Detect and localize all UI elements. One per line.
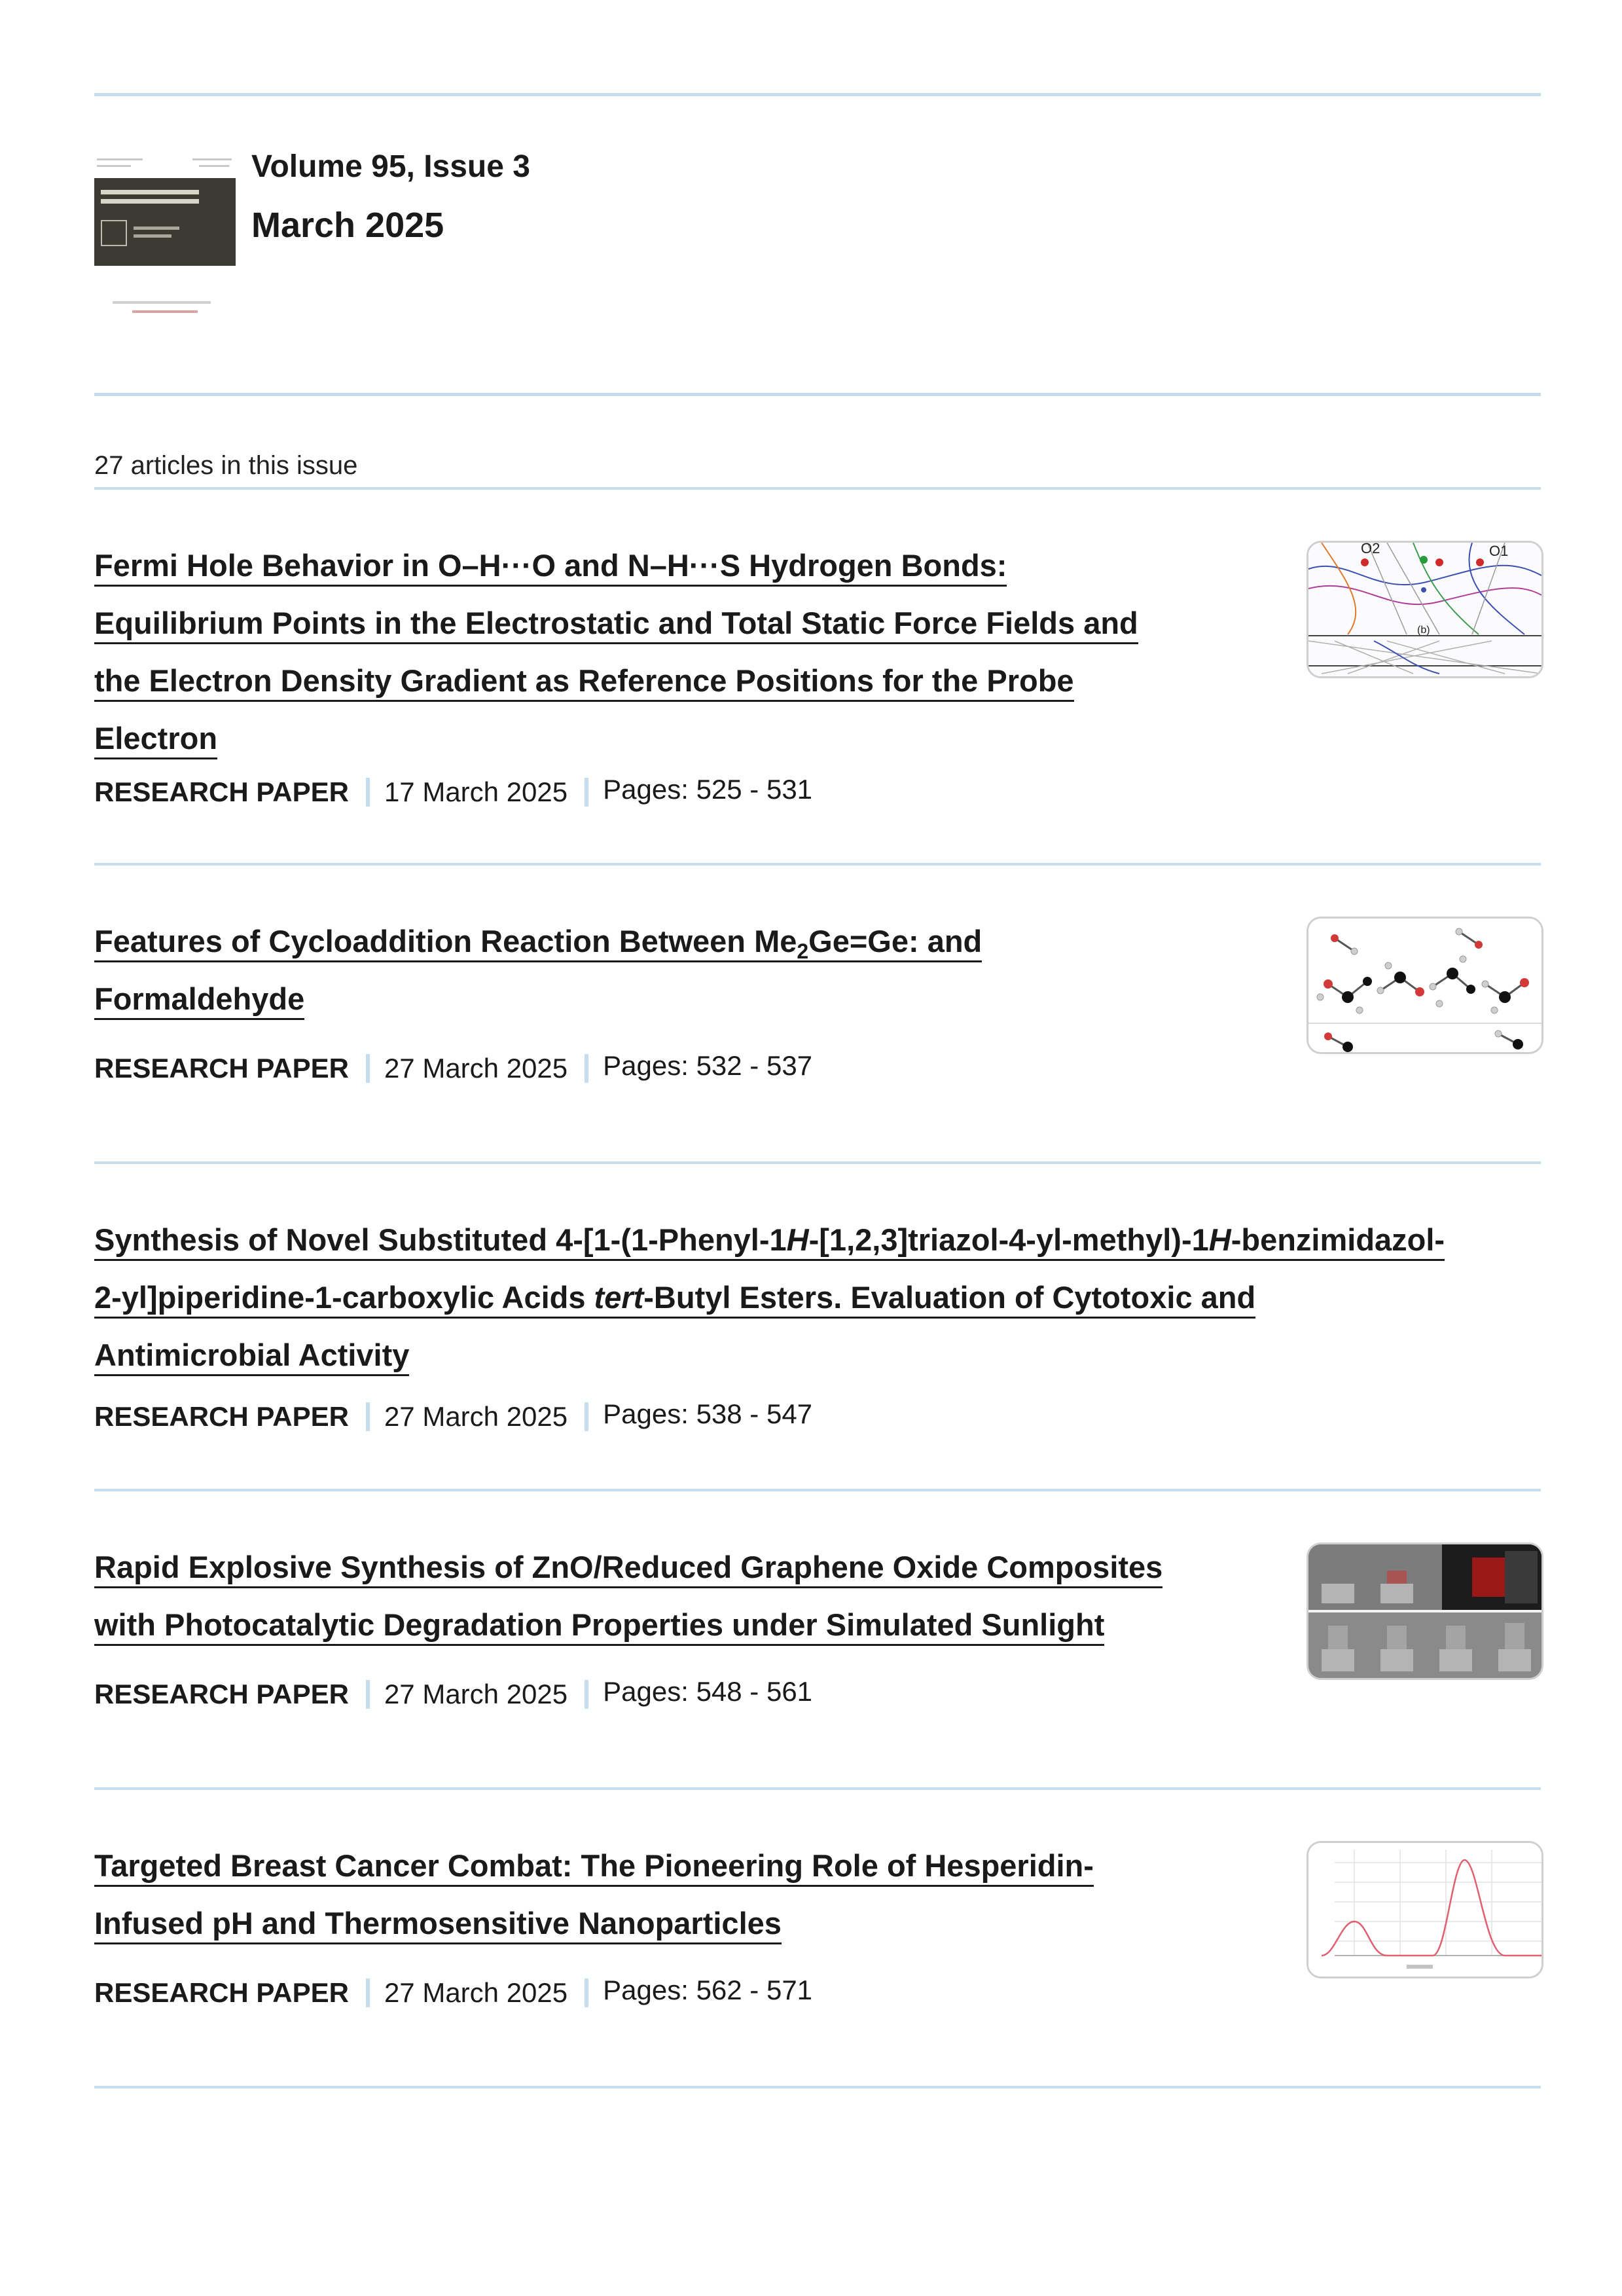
- article-title-line[interactable]: Synthesis of Novel Substituted 4-[1-(1-Phenyl-1H-[1,2,3]triazol-4-yl-methyl)-1H-benzimidazol-: [94, 1221, 1445, 1261]
- top-divider: [94, 93, 1541, 96]
- count-divider: [94, 487, 1541, 490]
- article-date: 27 March 2025: [384, 1977, 568, 2008]
- article-title-line[interactable]: Targeted Breast Cancer Combat: The Pioneering Role of Hesperidin-: [94, 1847, 1094, 1887]
- article-pages: Pages: 562 - 571: [603, 1975, 813, 2005]
- header-divider: [94, 393, 1541, 396]
- article-title-line[interactable]: Antimicrobial Activity: [94, 1336, 409, 1376]
- molecular-structure-thumbnail[interactable]: [1307, 917, 1543, 1054]
- force-field-diagram-thumbnail[interactable]: [1307, 541, 1543, 678]
- article-meta: [94, 775, 812, 809]
- article-divider: [94, 1787, 1541, 1790]
- article-title-line[interactable]: Infused pH and Thermosensitive Nanoparticles: [94, 1904, 782, 1944]
- thumb-label: O2: [1361, 543, 1380, 556]
- article-type: RESEARCH PAPER: [94, 1977, 349, 2008]
- article-title-line[interactable]: Fermi Hole Behavior in O–H···O and N–H···S Hydrogen Bonds:: [94, 547, 1007, 587]
- article-title-line[interactable]: with Photocatalytic Degradation Properties under Simulated Sunlight: [94, 1606, 1104, 1646]
- article-date: 17 March 2025: [384, 776, 568, 807]
- article-date: 27 March 2025: [384, 1053, 568, 1084]
- article-divider: [94, 1489, 1541, 1491]
- article-title-line[interactable]: the Electron Density Gradient as Reference Positions for the Probe: [94, 662, 1074, 702]
- article-title-link[interactable]: [94, 1542, 1162, 1658]
- article-title-line[interactable]: Equilibrium Points in the Electrostatic and Total Static Force Fields and: [94, 604, 1138, 644]
- article-meta: [94, 1400, 812, 1434]
- article-meta: [94, 1976, 812, 2010]
- article-pages: Pages: 548 - 561: [603, 1676, 813, 1707]
- article-pages: Pages: 532 - 537: [603, 1050, 813, 1081]
- article-title-line[interactable]: Formaldehyde: [94, 980, 304, 1020]
- article-title-line[interactable]: Electron: [94, 720, 217, 759]
- bottom-divider: [94, 2086, 1541, 2088]
- article-type: RESEARCH PAPER: [94, 1401, 349, 1432]
- article-divider: [94, 1161, 1541, 1164]
- article-title-link[interactable]: [94, 1215, 1445, 1388]
- thumb-label: (b): [1417, 625, 1430, 636]
- size-distribution-plot-thumbnail[interactable]: [1307, 1841, 1543, 1978]
- article-date: 27 March 2025: [384, 1401, 568, 1432]
- article-date: 27 March 2025: [384, 1679, 568, 1709]
- article-count: 27 articles in this issue: [94, 451, 358, 480]
- article-type: RESEARCH PAPER: [94, 1679, 349, 1709]
- article-title-link[interactable]: [94, 1841, 1094, 1956]
- article-pages: Pages: 525 - 531: [603, 774, 813, 805]
- article-title-link[interactable]: [94, 917, 982, 1032]
- article-title-line[interactable]: 2-yl]piperidine-1-carboxylic Acids tert-Butyl Esters. Evaluation of Cytotoxic and: [94, 1279, 1255, 1319]
- issue-volume: Volume 95, Issue 3: [251, 149, 530, 184]
- explosive-synthesis-photo-thumbnail[interactable]: [1307, 1542, 1543, 1680]
- article-title-line[interactable]: Rapid Explosive Synthesis of ZnO/Reduced Graphene Oxide Composites: [94, 1548, 1162, 1588]
- article-meta: [94, 1051, 812, 1085]
- thumb-label: O1: [1489, 543, 1509, 559]
- issue-date: March 2025: [251, 206, 444, 245]
- article-type: RESEARCH PAPER: [94, 776, 349, 807]
- article-title-link[interactable]: [94, 541, 1138, 771]
- article-divider: [94, 863, 1541, 866]
- article-meta: [94, 1677, 812, 1711]
- article-title-line[interactable]: Features of Cycloaddition Reaction Between $Me_2Ge=Ge$: and: [94, 924, 982, 963]
- article-type: RESEARCH PAPER: [94, 1053, 349, 1084]
- article-pages: Pages: 538 - 547: [603, 1398, 813, 1429]
- journal-cover-image[interactable]: [94, 156, 236, 331]
